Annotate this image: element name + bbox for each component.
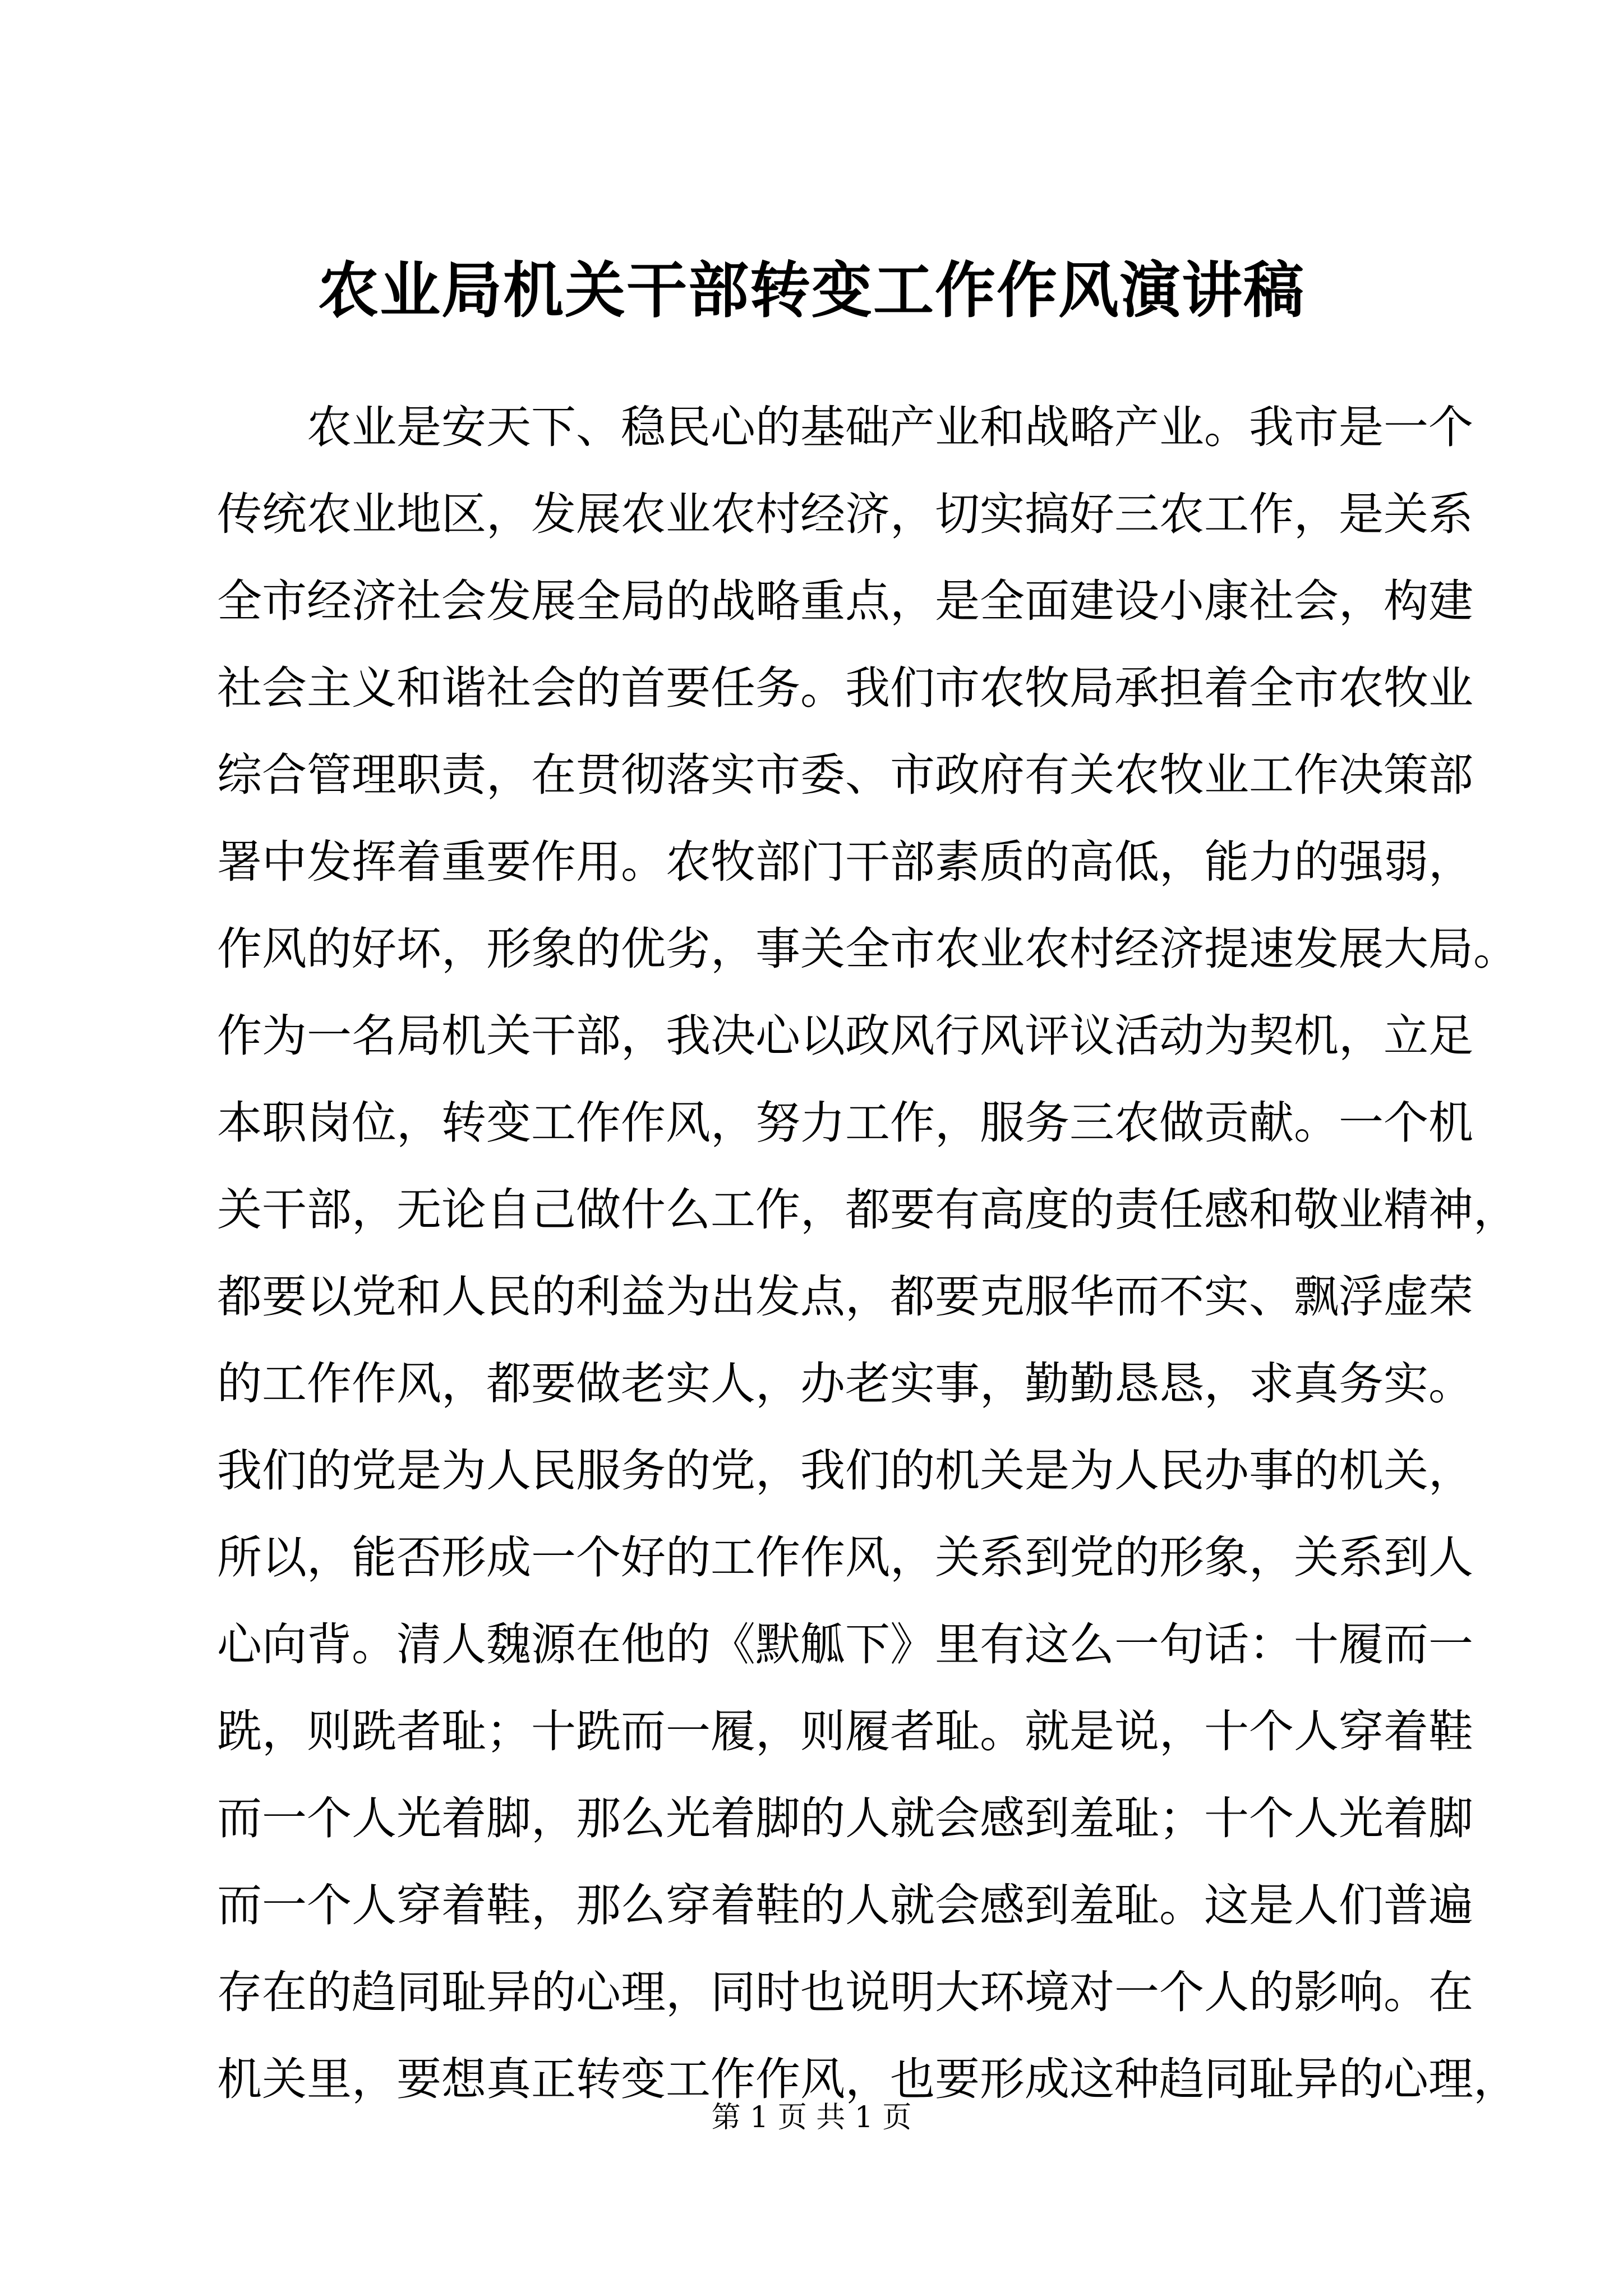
body-line: 关干部，无论自己做什么工作，都要有高度的责任感和敬业精神， <box>217 1184 1518 1236</box>
body-line: 存在的趋同耻异的心理，同时也说明大环境对一个人的影响。在 <box>217 1966 1473 2018</box>
document-title: 农业局机关干部转变工作作风演讲稿 <box>317 255 1305 326</box>
body-line: 作风的好坏，形象的优劣，事关全市农业农村经济提速发展大局。 <box>217 923 1518 975</box>
page-number-footer: 第 1 页 共 1 页 <box>711 2101 912 2134</box>
body-line: 作为一名局机关干部，我决心以政风行风评议活动为契机，立足 <box>217 1010 1473 1062</box>
body-line: 而一个人光着脚，那么光着脚的人就会感到羞耻；十个人光着脚 <box>217 1792 1473 1844</box>
body-line: 而一个人穿着鞋，那么穿着鞋的人就会感到羞耻。这是人们普遍 <box>217 1879 1473 1931</box>
body-paragraph <box>217 384 1518 2123</box>
body-line: 传统农业地区，发展农业农村经济，切实搞好三农工作，是关系 <box>217 488 1473 540</box>
body-line: 的工作作风，都要做老实人，办老实事，勤勤恳恳，求真务实。 <box>217 1358 1473 1410</box>
body-line: 机关里，要想真正转变工作作风，也要形成这种趋同耻异的心理， <box>217 2053 1518 2105</box>
body-line: 全市经济社会发展全局的战略重点，是全面建设小康社会，构建 <box>217 575 1473 627</box>
body-line: 农业是安天下、稳民心的基础产业和战略产业。我市是一个 <box>307 401 1473 453</box>
body-line: 跣，则跣者耻；十跣而一履，则履者耻。就是说，十个人穿着鞋 <box>217 1705 1473 1757</box>
body-line: 综合管理职责，在贯彻落实市委、市政府有关农牧业工作决策部 <box>217 749 1473 801</box>
body-line: 本职岗位，转变工作作风，努力工作，服务三农做贡献。一个机 <box>217 1097 1473 1149</box>
body-line: 所以，能否形成一个好的工作作风，关系到党的形象，关系到人 <box>217 1531 1473 1584</box>
body-line: 署中发挥着重要作用。农牧部门干部素质的高低，能力的强弱， <box>217 836 1473 888</box>
body-line: 我们的党是为人民服务的党，我们的机关是为人民办事的机关， <box>217 1444 1473 1497</box>
body-line: 都要以党和人民的利益为出发点，都要克服华而不实、飘浮虚荣 <box>217 1271 1473 1323</box>
body-line: 心向背。清人魏源在他的《默觚下》里有这么一句话：十履而一 <box>217 1618 1473 1671</box>
body-line: 社会主义和谐社会的首要任务。我们市农牧局承担着全市农牧业 <box>217 662 1473 714</box>
